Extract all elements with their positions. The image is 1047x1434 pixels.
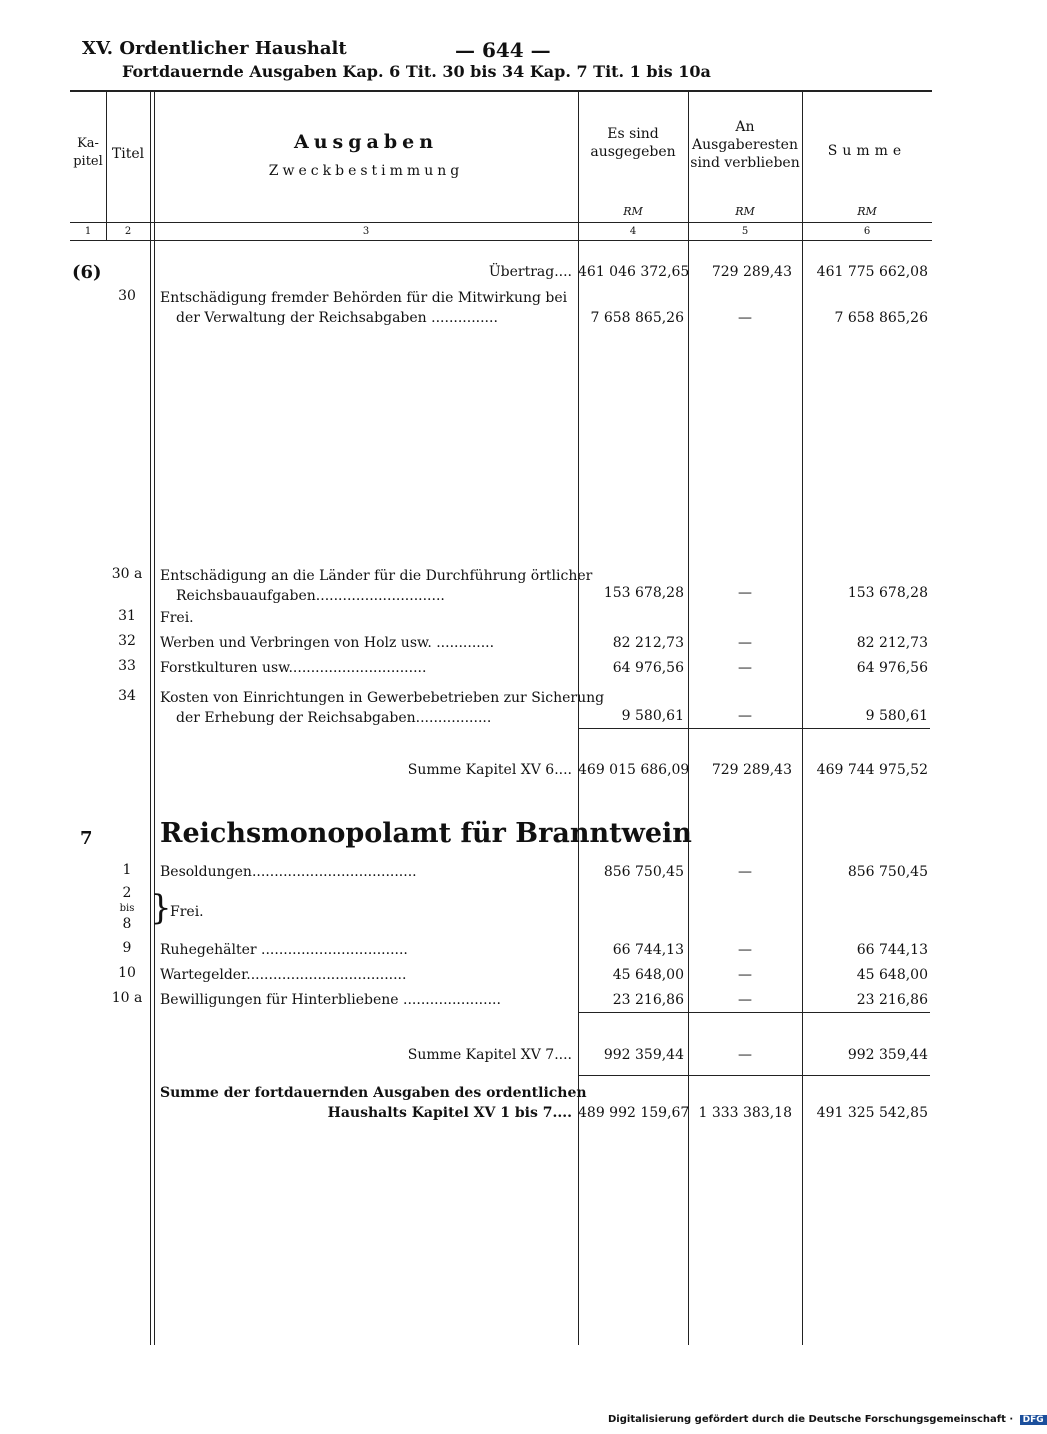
value-summe: 153 678,28 [847,585,928,601]
value-summe: 45 648,00 [856,967,928,983]
value-ausgegeben: 82 212,73 [612,635,684,651]
value-ausgegeben: 7 658 865,26 [590,310,684,326]
col-reste-header: An Ausgaberesten sind verblieben [690,119,800,171]
column-number: 6 [863,226,871,237]
col-kapitel-header: Ka- pitel [73,136,103,169]
page-number: — 644 — [455,38,551,62]
col-zweck-header: Zweckbestimmung [268,163,464,179]
titel-number: bis [119,903,135,914]
titel-number: 10 [118,965,136,981]
subtotal-rule [578,1012,930,1013]
row-description: Frei. [160,610,194,626]
row-description: der Verwaltung der Reichsabgaben ............... [176,310,498,326]
col-divider-2b [154,90,155,1345]
value-ausgegeben: 153 678,28 [603,585,684,601]
kapitel-number: 7 [80,828,93,849]
column-number: 5 [741,226,749,237]
row-description: der Erhebung der Reichsabgaben................. [176,710,492,726]
titel-number: 31 [118,608,136,624]
row-description: Kosten von Einrichtungen in Gewerbebetrieben zur Sicherung [160,690,605,706]
col-ausgegeben-header: Es sind ausgegeben [590,126,676,160]
row-description: Reichsbauaufgaben............................. [176,588,445,604]
digitization-credit: Digitalisierung gefördert durch die Deutsche Forschungsgemeinschaft · DFG [608,1414,1047,1425]
titel-number: 33 [118,658,136,674]
value-ausgegeben: 489 992 159,67 [578,1105,690,1121]
titel-number: 30 [118,288,136,304]
summe-kapitel-6-label: Summe Kapitel XV 6.... [407,762,572,778]
value-reste: — [738,992,752,1008]
value-summe: 461 775 662,08 [816,264,928,280]
titel-number: 10 a [111,990,143,1006]
row-description: Besoldungen..................................... [160,864,417,880]
titel-number: 30 a [111,566,143,582]
col-summe-header: Summe [827,143,907,159]
row-description: Entschädigung fremder Behörden für die Mitwirkung bei [160,290,568,306]
value-ausgegeben: 45 648,00 [612,967,684,983]
value-summe: 469 744 975,52 [816,762,928,778]
titel-number: 9 [122,940,132,956]
titel-number: 32 [118,633,136,649]
column-number: 4 [629,226,637,237]
value-ausgegeben: 9 580,61 [621,708,684,724]
value-summe: 66 744,13 [856,942,928,958]
value-reste: 1 333 383,18 [698,1105,792,1121]
titel-number: 34 [118,688,136,704]
currency-label: RM [735,205,755,218]
grand-total-label: Haushalts Kapitel XV 1 bis 7.... [327,1105,572,1121]
row-description: Forstkulturen usw............................... [160,660,427,676]
titel-number: 1 [122,862,132,878]
column-number: 1 [84,226,92,237]
value-summe: 856 750,45 [847,864,928,880]
value-summe: 64 976,56 [856,660,928,676]
row-description: Wartegelder.................................... [160,967,407,983]
section-title: XV. Ordentlicher Haushalt [82,38,347,59]
value-reste: — [738,864,752,880]
grand-total-label: Summe der fortdauernden Ausgaben des ordentlichen [160,1085,587,1101]
col-divider-1 [106,90,107,240]
column-number: 2 [124,226,132,237]
column-number: 3 [362,226,370,237]
currency-label: RM [623,205,643,218]
value-reste: — [738,585,752,601]
value-ausgegeben: 23 216,86 [612,992,684,1008]
titel-number: 8 [122,916,132,932]
value-ausgegeben: 469 015 686,09 [578,762,690,778]
value-summe: 82 212,73 [856,635,928,651]
value-summe: 23 216,86 [856,992,928,1008]
kapitel-title: Reichsmonopolamt für Branntwein [160,818,692,849]
subtotal-rule [578,728,930,729]
value-ausgegeben: 64 976,56 [612,660,684,676]
row-description: Werben und Verbringen von Holz usw. ............. [160,635,495,651]
kapitel-number: (6) [72,262,102,283]
value-reste: — [738,310,752,326]
titel-number: 2 [122,885,132,901]
credit-text: Digitalisierung gefördert durch die Deutsche Forschungsgemeinschaft [608,1414,1006,1425]
col-divider-2 [150,90,151,1345]
uebertrag-label: Übertrag.... [488,264,572,280]
value-summe: 9 580,61 [865,708,928,724]
value-reste: — [738,1047,752,1063]
currency-label: RM [857,205,877,218]
row-description: Ruhegehälter ................................. [160,942,408,958]
dfg-logo-icon: DFG [1020,1415,1047,1425]
value-reste: — [738,967,752,983]
total-rule [578,1075,930,1076]
value-summe: 7 658 865,26 [834,310,928,326]
row-description: Bewilligungen für Hinterbliebene ...................... [160,992,501,1008]
value-reste: 729 289,43 [711,762,792,778]
value-reste: 729 289,43 [711,264,792,280]
page-subtitle: Fortdauernde Ausgaben Kap. 6 Tit. 30 bis 34 Kap. 7 Tit. 1 bis 10a [122,62,711,81]
summe-kapitel-7-label: Summe Kapitel XV 7.... [407,1047,572,1063]
value-summe: 992 359,44 [847,1047,928,1063]
brace-icon: } [150,888,172,928]
row-description: Entschädigung an die Länder für die Durchführung örtlicher [160,568,593,584]
value-ausgegeben: 992 359,44 [603,1047,684,1063]
value-reste: — [738,660,752,676]
value-ausgegeben: 66 744,13 [612,942,684,958]
value-ausgegeben: 461 046 372,65 [578,264,690,280]
value-reste: — [738,635,752,651]
value-ausgegeben: 856 750,45 [603,864,684,880]
value-summe: 491 325 542,85 [816,1105,928,1121]
col-titel-header: Titel [111,146,145,162]
value-reste: — [738,708,752,724]
value-reste: — [738,942,752,958]
col-ausgaben-header: Ausgaben [293,131,439,153]
row-description: Frei. [170,904,204,920]
